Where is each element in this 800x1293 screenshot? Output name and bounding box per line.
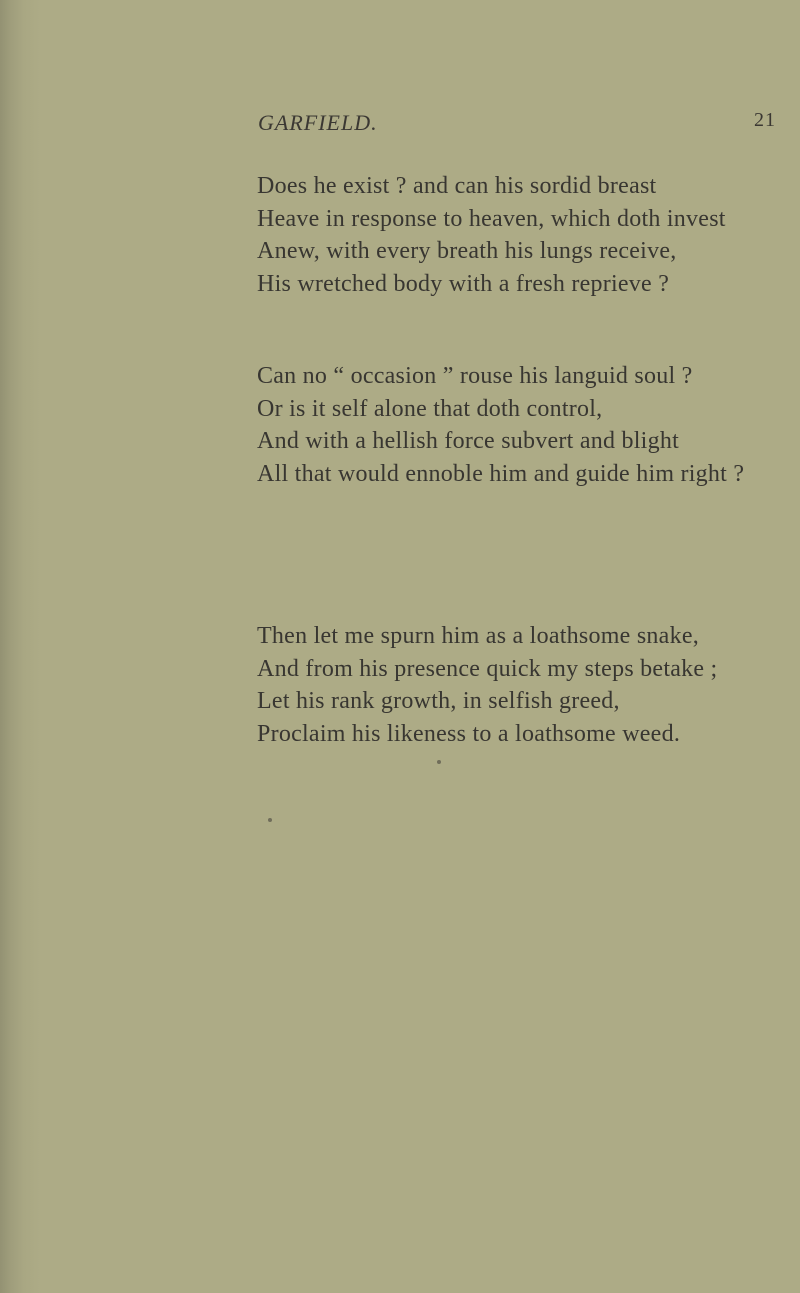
poem-line: Proclaim his likeness to a loathsome weed. <box>257 720 681 747</box>
paper-speck <box>555 380 557 382</box>
stanza-2 <box>257 360 787 490</box>
poem-line: And from his presence quick my steps betake ; <box>257 655 718 682</box>
poem-line: All that would ennoble him and guide him right ? <box>257 460 745 487</box>
poem-line: Anew, with every breath his lungs receive, <box>257 238 677 264</box>
page-number: 21 <box>754 109 776 131</box>
stanza-3 <box>257 620 787 750</box>
poem-line: Can no “ occasion ” rouse his languid soul ? <box>257 363 693 389</box>
paper-speck <box>437 760 441 764</box>
poem-line: His wretched body with a fresh reprieve ? <box>257 270 670 297</box>
running-head: GARFIELD. <box>258 110 378 135</box>
poem-line: Does he exist ? and can his sordid breast <box>257 173 657 199</box>
poem-line: Let his rank growth, in selfish greed, <box>257 688 620 714</box>
paper-speck <box>268 818 272 822</box>
poem-line: Or is it self alone that doth control, <box>257 395 603 422</box>
poem-line: Heave in response to heaven, which doth invest <box>257 205 726 232</box>
poem-line: Then let me spurn him as a loathsome snake, <box>257 623 699 649</box>
poem-line: And with a hellish force subvert and blight <box>257 428 679 454</box>
stanza-1 <box>257 170 787 300</box>
